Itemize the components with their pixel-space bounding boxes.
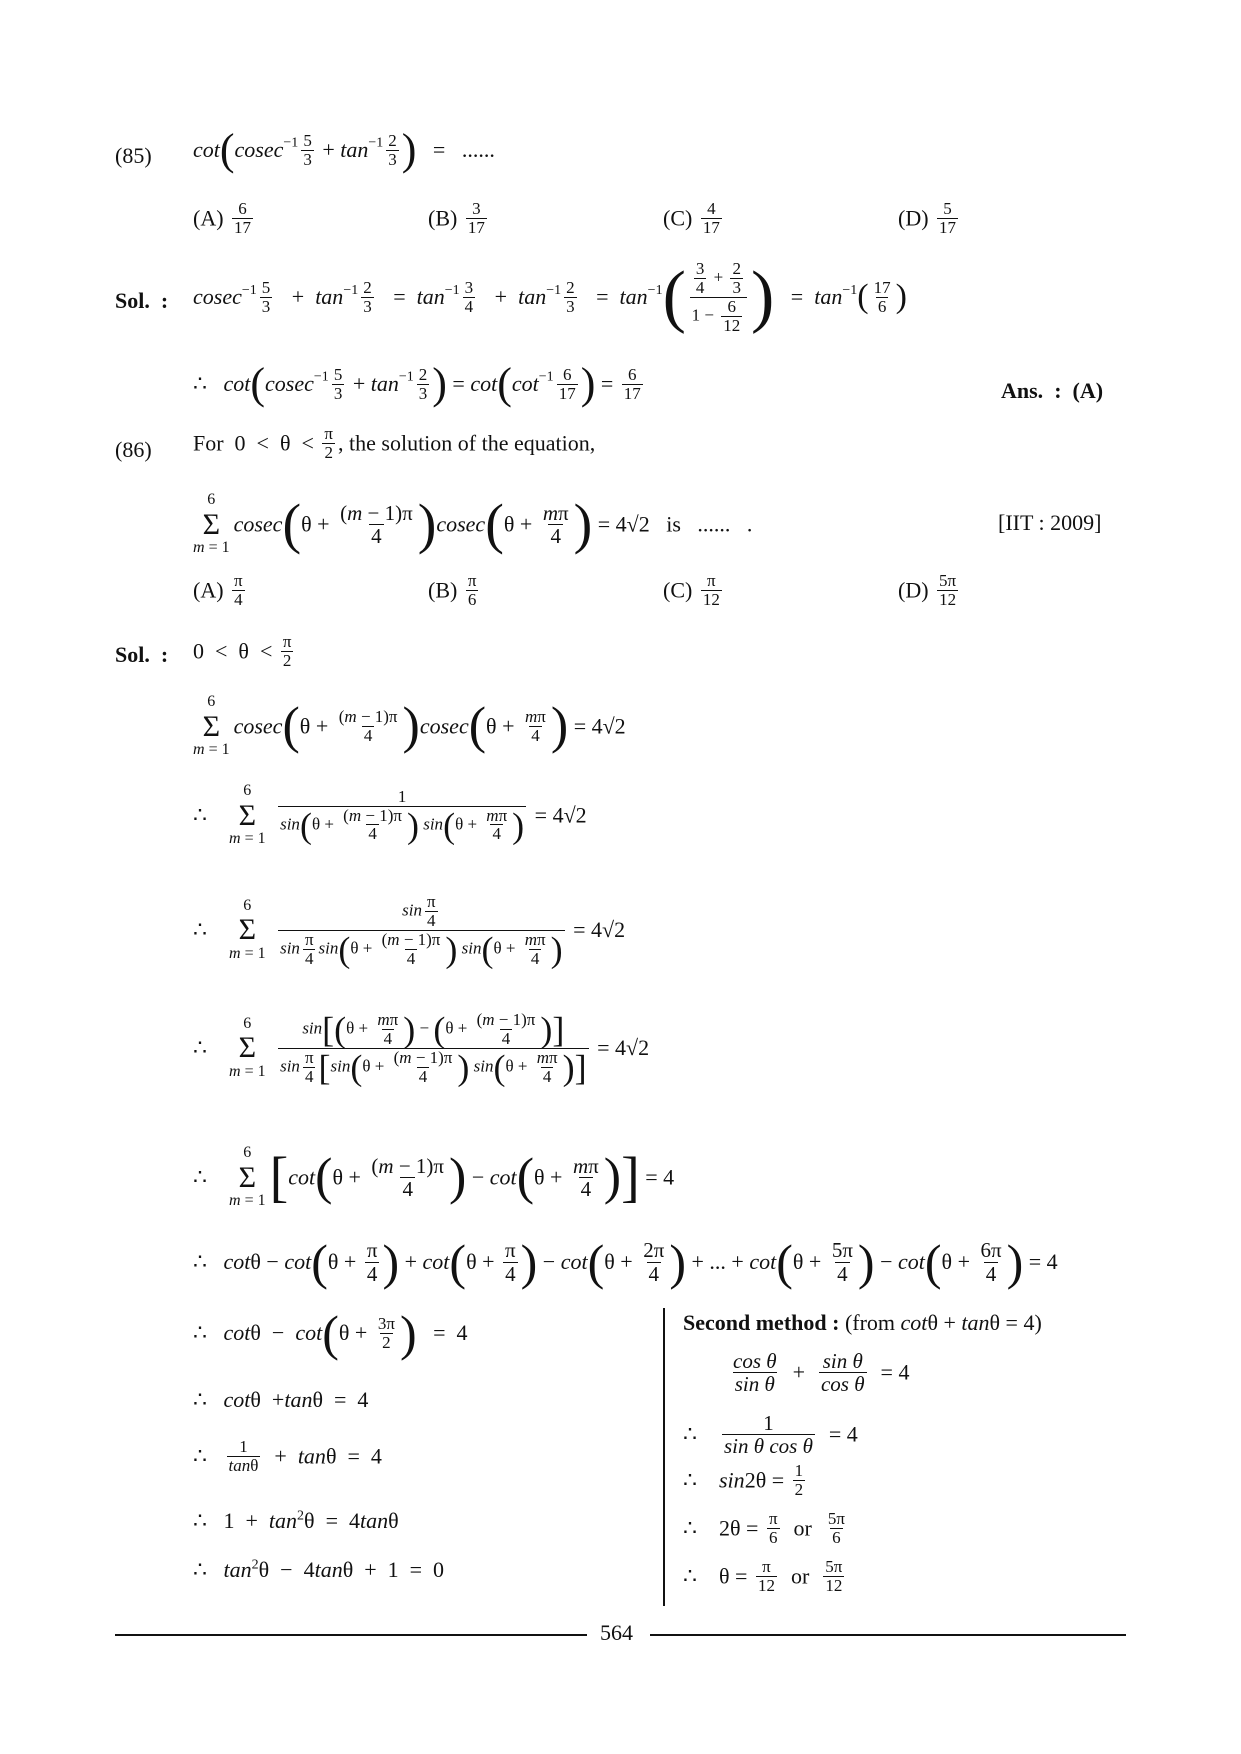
q85-answer: Ans. : (A) <box>1001 378 1104 403</box>
second-method-step-3: ∴ sin2θ = $\frac{1}{2}$ <box>683 1461 804 1499</box>
q85-solution-line-2: ∴ cot(cosec$^{-1}$ $\frac{5}{3}$ + $\tan^{-1}$ $\frac{2}{3}$ ) = $\cot(\cot^{-1}$ $\frac{6}{17}$ ) = $\frac{6}{17}$ <box>193 359 641 408</box>
q86-step-5: ∴ 6 Σ m = 1 sin[(θ + $\frac{m\pi}{4}$ ) − (θ + $\frac{(m - 1)\pi}{4}$ )] sin $\frac{\pi}{4}$ [sin(θ + $\frac{(m - 1)\pi}{4}$ ) sin(θ + $\frac{m\pi}{4}$ )] = 4√2 <box>193 1009 650 1088</box>
q86-step-10: ∴ $\frac{1}{\tan\theta}$ + tanθ = 4 <box>193 1437 382 1475</box>
second-method-step-5: ∴ θ = $\frac{\pi}{12}$ or $\frac{5\pi}{12}$ <box>683 1557 843 1595</box>
q85-sol-label: Sol. : <box>115 288 169 313</box>
q86-step-6: ∴ 6 Σ m = 1 [cot(θ + $\frac{(m - 1)\pi}{4}$ ) − cot(θ + $\frac{m\pi}{4}$ )] = 4 <box>193 1144 675 1210</box>
q86-source: [IIT : 2009] <box>998 510 1102 535</box>
q86-option-d: (D) $\frac{5\pi}{12}$ <box>898 571 957 609</box>
second-method-step-1: $\frac{\text{cos θ}}{\text{sin θ}}$ + $\frac{\text{sin θ}}{\text{cos θ}}$ = 4 <box>733 1349 910 1397</box>
q86-option-a: (A) $\frac{\pi}{4}$ <box>193 571 243 609</box>
second-method-step-4: ∴ 2θ = $\frac{\pi}{6}$ or $\frac{5\pi}{6}$ <box>683 1509 845 1547</box>
q86-step-2: 6 Σ m = 1 cosec(θ + $\frac{(m - 1)\pi}{4}$ )cosec(θ + $\frac{m\pi}{4}$ ) = 4√2 <box>193 693 626 759</box>
second-method-title: Second method : (from cotθ + tanθ = 4) <box>683 1310 1042 1335</box>
footer-rule-right <box>650 1634 1126 1636</box>
second-method-step-2: ∴ $\frac{1}{\text{sin θ cos θ}}$ = 4 <box>683 1411 858 1459</box>
question-85-text: cot(cosec$^{-1}$ $\frac{5}{3}$ + $\tan^{-1}$ $\frac{2}{3}$ ) = ...... <box>193 125 495 174</box>
q86-step-7: ∴ cotθ − cot(θ + $\frac{\pi}{4}$ ) + cot(θ + $\frac{\pi}{4}$ ) − cot(θ + $\frac{2\pi}{4}$ ) + ... + cot(θ + $\frac{5\pi}{4}$ ) − cot(θ + $\frac{6\pi}{4}$ ) = 4 <box>193 1234 1058 1290</box>
q86-option-b: (B) $\frac{\pi}{6}$ <box>428 571 477 609</box>
q86-step-8: ∴ cotθ − cot(θ + $\frac{3\pi}{2}$ ) = 4 <box>193 1305 468 1361</box>
q86-step-9: ∴ cotθ +tanθ = 4 <box>193 1387 369 1412</box>
footer-rule-left <box>115 1634 587 1636</box>
q86-equation: 6 Σ m = 1 cosec(θ + $\frac{(m - 1)\pi}{4}$ )cosec(θ + $\frac{m\pi}{4}$ ) = 4√2 is ...... . <box>193 491 753 557</box>
q86-option-c: (C) $\frac{\pi}{12}$ <box>663 571 720 609</box>
q86-step-12: ∴ $\tan^2\theta - 4\tan\theta + 1 = 0$ <box>193 1557 445 1582</box>
q86-step-3: ∴ 6 Σ m = 1 1 sin(θ + $\frac{(m - 1)\pi}{4}$ ) sin(θ + $\frac{m\pi}{4}$ ) = 4√2 <box>193 782 587 848</box>
q85-option-a: (A) $\frac{6}{17}$ <box>193 199 252 237</box>
q86-intro: For 0 < θ < $\frac{\pi}{2}$ , the solution of the equation, <box>193 424 596 462</box>
q85-solution-line-1: cosec$^{-1}$ $\frac{5}{3}$ + $\tan^{-1}$ $\frac{2}{3}$ = $\tan^{-1}$ $\frac{3}{4}$ + $\tan^{-1}$ $\frac{2}{3}$ = $\tan^{-1}$( $\frac{3}{4}$ + $\frac{2}{3}$ 1 − $\frac{6}{12}$ ) = $\tan^{-1}$( $\frac{17}{6}$ ) <box>193 258 907 336</box>
q85-option-d: (D) $\frac{5}{17}$ <box>898 199 957 237</box>
q85-option-c: (C) $\frac{4}{17}$ <box>663 199 720 237</box>
page-number: 564 <box>600 1620 633 1645</box>
q86-sol-label: Sol. : <box>115 642 169 667</box>
q86-step-1: 0 < θ < $\frac{\pi}{2}$ <box>193 632 292 670</box>
question-number-86: (86) <box>115 437 152 462</box>
q86-step-11: ∴ $1 + \tan^2\theta = 4\tan\theta$ <box>193 1508 399 1533</box>
question-number-85: (85) <box>115 143 152 168</box>
q85-option-b: (B) $\frac{3}{17}$ <box>428 199 485 237</box>
q86-step-4: ∴ 6 Σ m = 1 sin $\frac{\pi}{4}$ sin $\frac{\pi}{4}$ sin(θ + $\frac{(m - 1)\pi}{4}$ ) sin(θ + $\frac{m\pi}{4}$ ) = 4√2 <box>193 892 626 970</box>
column-divider <box>663 1308 665 1606</box>
